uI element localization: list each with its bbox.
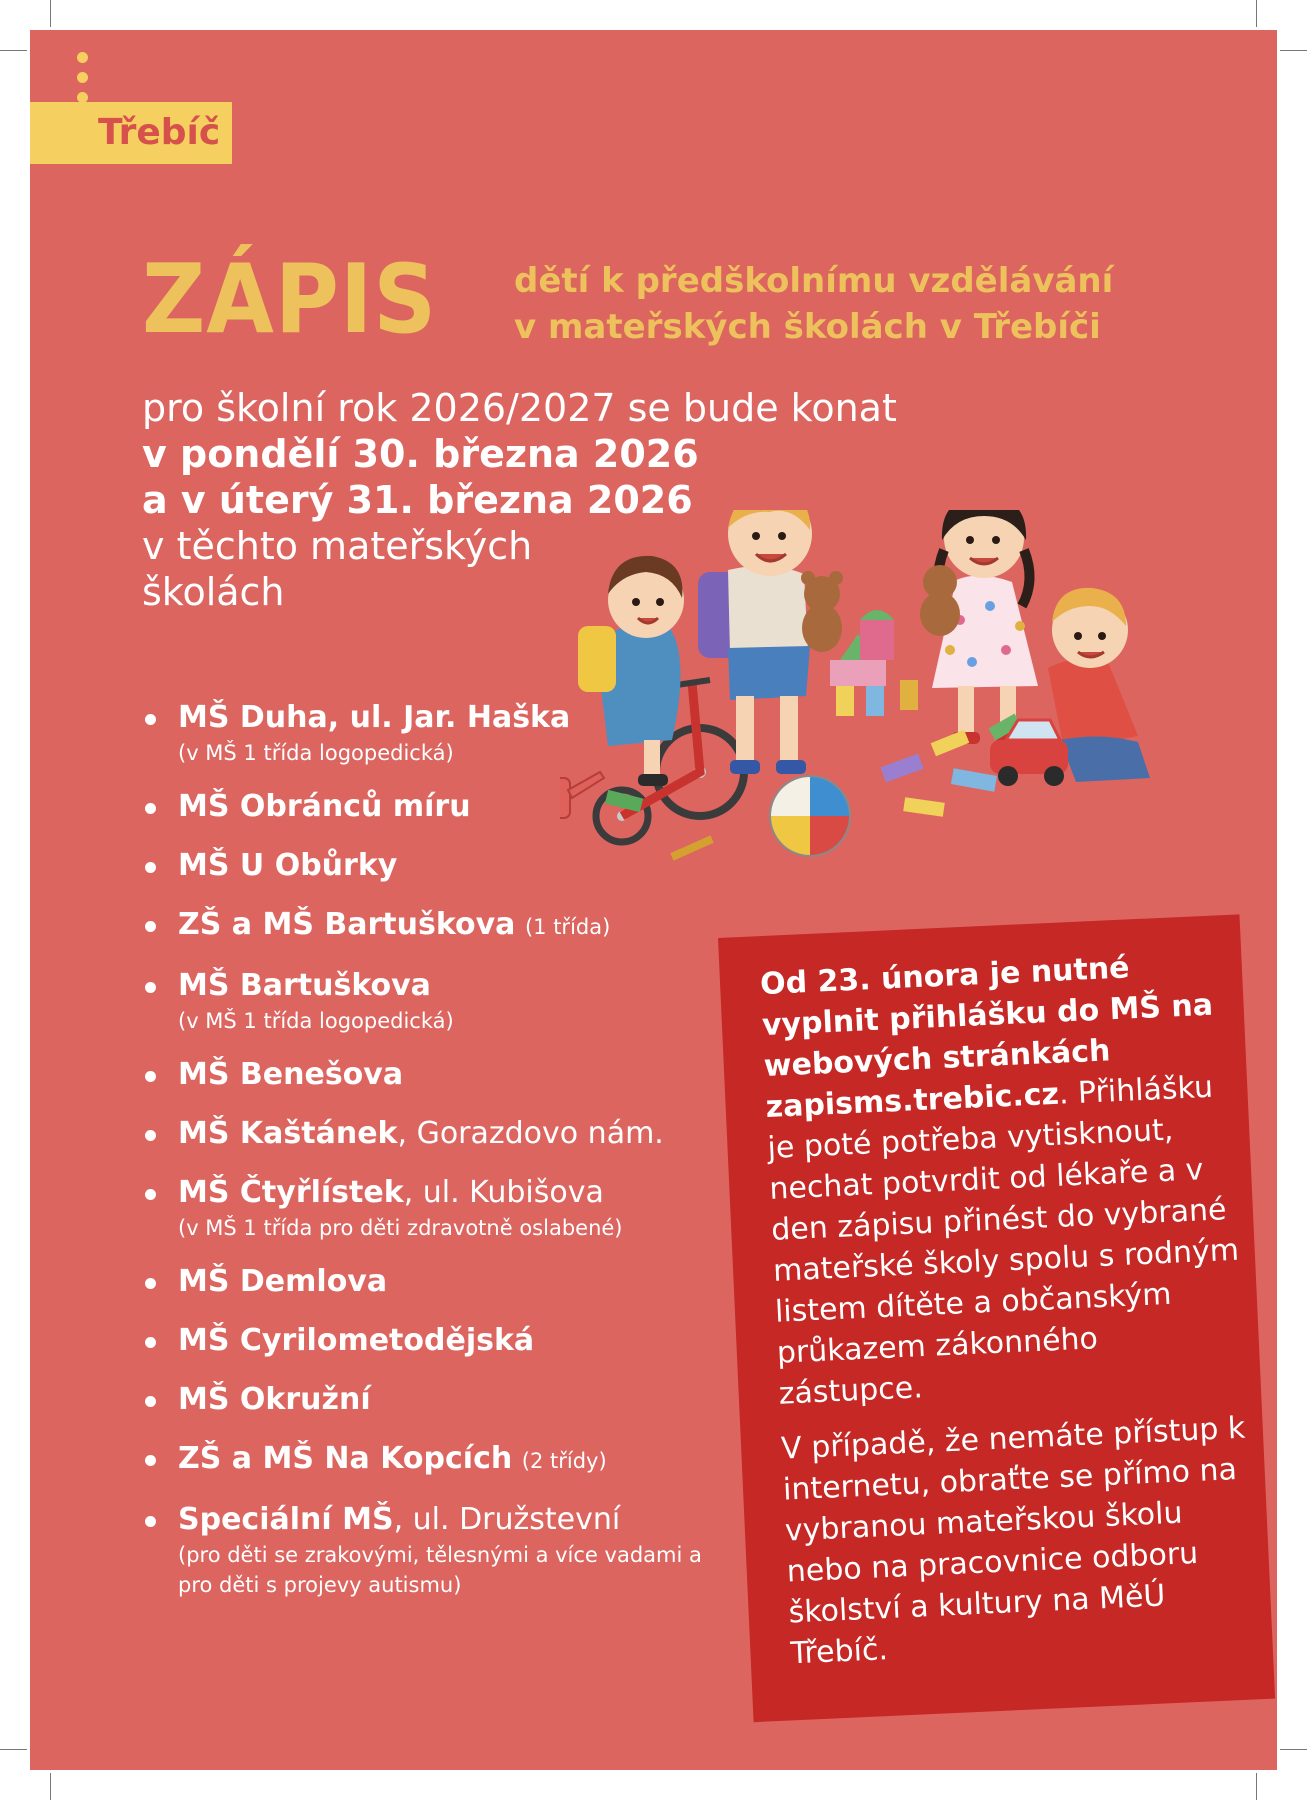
school-list-item <box>142 1380 702 1420</box>
school-line <box>178 966 702 1006</box>
girl-with-teddy-icon <box>920 510 1038 744</box>
intro-line: školách <box>142 570 285 614</box>
school-name: MŠ Duha, ul. Jar. Haška <box>178 700 571 735</box>
school-line <box>178 1439 702 1481</box>
info-rest: . Přihlášku je poté potřeba vytisknout, nechat potvrdit od lékaře a v den zápisu přinést do vybrané mateřské školy spolu s rodným listem dítěte a občanským průkazem zákonného zástupce. <box>766 1069 1240 1412</box>
headline-title: ZÁPIS <box>142 245 438 355</box>
school-name: MŠ Okružní <box>178 1382 371 1417</box>
crop-mark <box>50 0 51 27</box>
school-note: (pro děti se zrakovými, tělesnými a více vadami a pro děti s projevy autismu) <box>178 1543 702 1597</box>
school-name: MŠ Čtyřlístek <box>178 1175 404 1210</box>
school-line <box>178 1114 702 1154</box>
info-highlight: Od 23. února je nutné vyplnit přihlášku do MŠ na webových stránkách zapisms.trebic.cz <box>759 950 1214 1125</box>
crop-mark <box>1280 50 1307 51</box>
subtitle-line: v mateřských školách v Třebíči <box>514 307 1101 347</box>
crop-mark <box>1256 0 1257 27</box>
crop-mark <box>0 1749 27 1750</box>
city-logo-text: Třebíč <box>98 112 221 153</box>
building-blocks-icon <box>830 610 918 716</box>
school-name: ZŠ a MŠ Na Kopcích <box>178 1441 513 1476</box>
subtitle-line: dětí k předškolnímu vzdělávání <box>514 261 1114 301</box>
info-box <box>718 914 1275 1722</box>
crop-mark <box>1280 1749 1307 1750</box>
school-list-item <box>142 966 702 1036</box>
girl-on-tricycle-icon <box>578 556 684 786</box>
intro-date: v pondělí 30. března 2026 <box>142 432 699 476</box>
school-list-item <box>142 1262 702 1302</box>
crop-mark <box>50 1773 51 1800</box>
school-list-item <box>142 1114 702 1154</box>
intro-line: pro školní rok 2026/2027 se bude konat <box>142 386 897 430</box>
school-name: Speciální MŠ <box>178 1502 394 1537</box>
school-list-item <box>142 1173 702 1243</box>
info-paragraph: V případě, že nemáte přístup k internetu, obraťte se přímo na vybranou mateřskou školu nebo na pracovnice odboru školství a kultury na MěÚ Třebíč. <box>780 1410 1246 1672</box>
headline-subtitle <box>514 258 1113 350</box>
school-note: (v MŠ 1 třída pro děti zdravotně oslabené) <box>178 1216 623 1240</box>
school-note: (v MŠ 1 třída logopedická) <box>178 741 454 765</box>
school-class-count: (2 třídy) <box>521 1449 607 1473</box>
school-class-count: (1 třída) <box>524 915 611 939</box>
school-line <box>178 1321 702 1361</box>
school-line <box>178 1055 702 1095</box>
school-name: MŠ Bartuškova <box>178 968 431 1003</box>
intro-date: a v úterý 31. března 2026 <box>142 478 693 522</box>
school-list-item <box>142 1439 702 1481</box>
school-list-item <box>142 1321 702 1361</box>
school-line <box>178 1500 702 1540</box>
school-line <box>178 1173 702 1213</box>
school-name: MŠ Kaštánek <box>178 1116 398 1151</box>
intro-line: v těchto mateřských <box>142 524 533 568</box>
school-name: MŠ U Obůrky <box>178 848 398 883</box>
crop-mark <box>1256 1773 1257 1800</box>
school-name: MŠ Cyrilometodějská <box>178 1323 535 1358</box>
school-list-item <box>142 1500 702 1600</box>
school-name: ZŠ a MŠ Bartuškova <box>178 907 516 942</box>
school-address: , ul. Družstevní <box>393 1502 621 1537</box>
city-logo <box>30 102 232 164</box>
school-line <box>178 1380 702 1420</box>
school-address: , Gorazdovo nám. <box>397 1116 664 1151</box>
beach-ball-icon <box>770 776 850 856</box>
school-line <box>178 1262 702 1302</box>
info-paragraph <box>759 943 1249 1415</box>
info-box-text <box>759 943 1261 1689</box>
school-address: , ul. Kubišova <box>403 1175 604 1210</box>
school-name: MŠ Benešova <box>178 1057 404 1092</box>
school-name: MŠ Obránců míru <box>178 789 471 824</box>
crop-mark <box>0 50 27 51</box>
children-playing-illustration <box>560 510 1277 930</box>
school-note: (v MŠ 1 třída logopedická) <box>178 1009 454 1033</box>
poster <box>30 30 1277 1770</box>
school-name: MŠ Demlova <box>178 1264 388 1299</box>
school-list-item <box>142 1055 702 1095</box>
